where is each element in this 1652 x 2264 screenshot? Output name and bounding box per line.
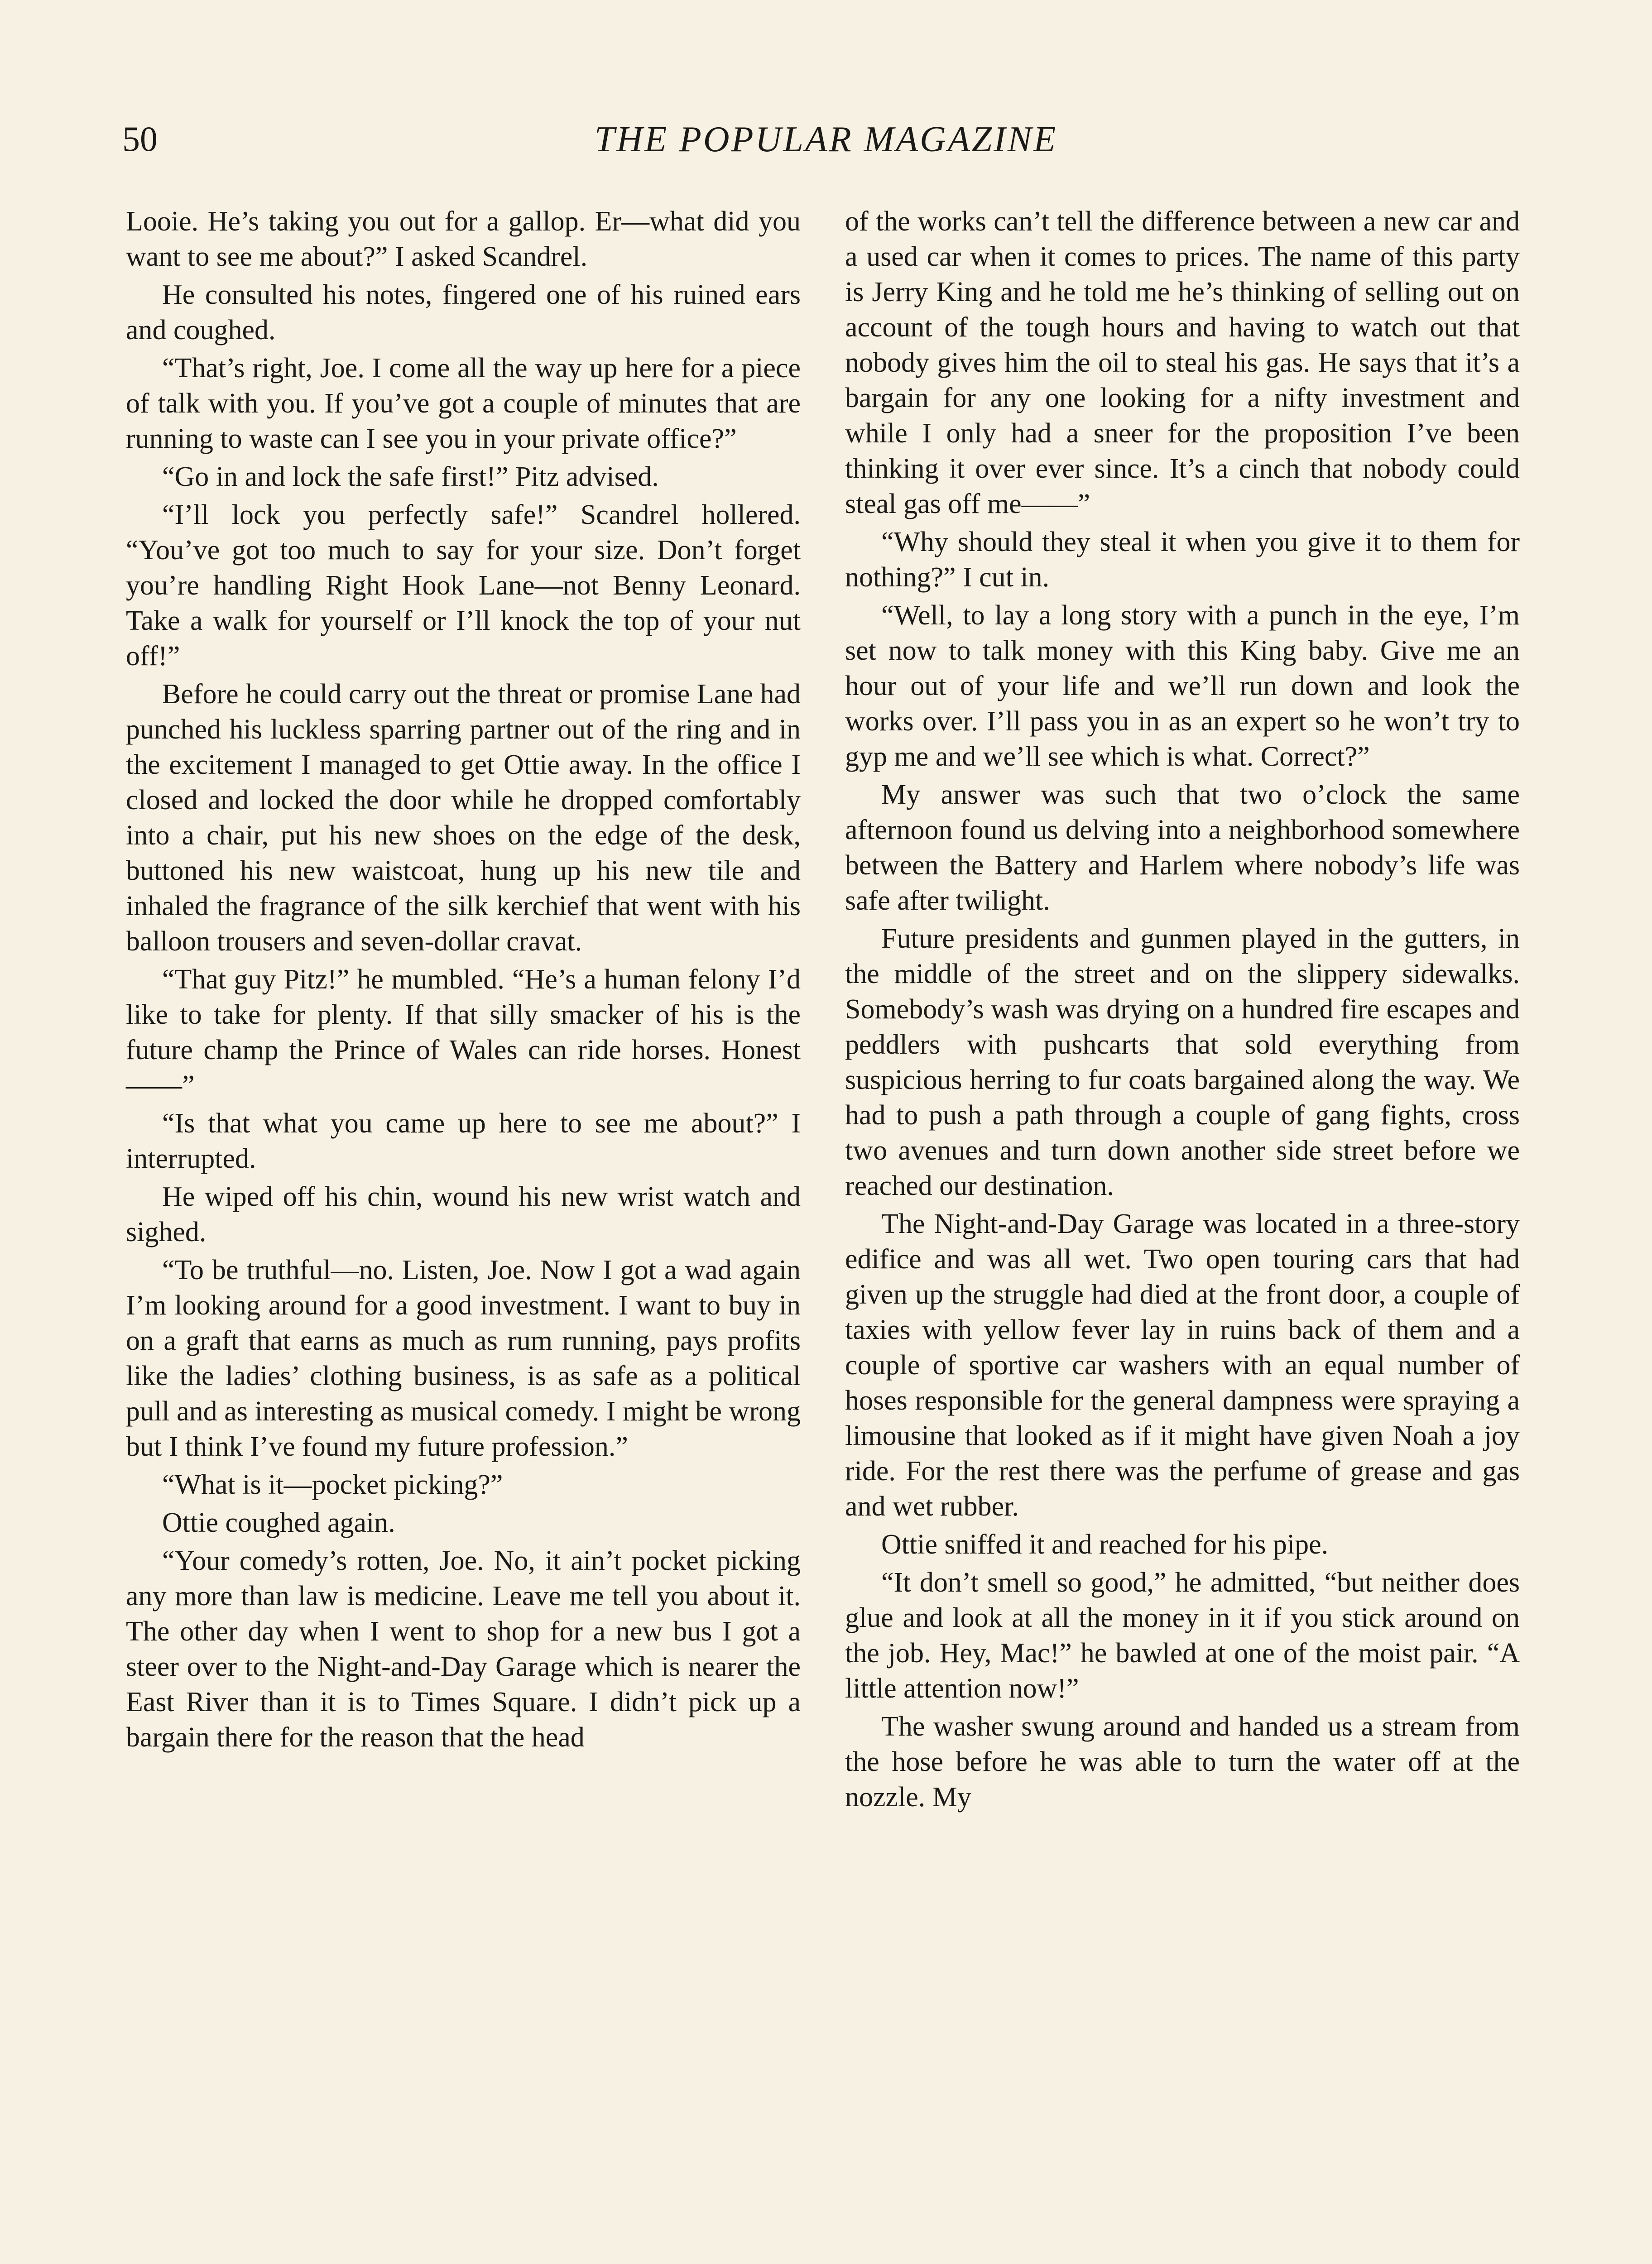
paragraph: Looie. He’s taking you out for a gallop. Er—what did you want to see me about?” I asked Scandrel.	[126, 206, 801, 272]
paragraph: of the works can’t tell the difference between a new car and a used car when it comes to prices. The name of this party is Jerry King and he told me he’s thinking of selling out on account of the tough hours and having to watch out that nobody gives him the oil to steal his gas. He says that it’s a bargain for any one looking for a nifty investment and while I only had a sneer for the proposition I’ve been thinking it over ever since. It’s a cinch that nobody could steal gas off me——”	[845, 206, 1520, 519]
paragraph: “That’s right, Joe. I come all the way up here for a piece of talk with you. If you’ve got a couple of minutes that are running to waste can I see you in your private office?”	[126, 353, 801, 454]
paragraph: He wiped off his chin, wound his new wrist watch and sighed.	[126, 1181, 801, 1247]
running-head: THE POPULAR MAGAZINE	[594, 120, 1058, 159]
paragraph: “Why should they steal it when you give it to them for nothing?” I cut in.	[845, 527, 1520, 593]
paragraph: The washer swung around and handed us a stream from the hose before he was able to turn the water off at the nozzle. My	[845, 1711, 1520, 1813]
paragraph: The Night-and-Day Garage was located in a three-story edifice and was all wet. Two open touring cars that had given up the struggle had died at the front door, a couple of taxies with yellow fever lay in ruins back of them and a couple of sportive car washers with an equal number of hoses responsible for the general dampness were spraying a limousine that looked as if it might have given Noah a joy ride. For the rest there was the perfume of grease and gas and wet rubber.	[845, 1209, 1520, 1522]
paragraph: “To be truthful—no. Listen, Joe. Now I got a wad again I’m looking around for a good investment. I want to buy in on a graft that earns as much as rum running, pays profits like the ladies’ clothing business, is as safe as a political pull and as interesting as musical comedy. I might be wrong but I think I’ve found my future profession.”	[126, 1255, 801, 1462]
paragraph: Before he could carry out the threat or promise Lane had punched his luckless sparring partner out of the ring and in the excitement I managed to get Ottie away. In the office I closed and locked the door while he dropped comfortably into a chair, put his new shoes on the edge of the desk, buttoned his new waistcoat, hung up his new tile and inhaled the fragrance of the silk kerchief that went with his balloon trousers and seven-dollar cravat.	[126, 679, 801, 957]
paragraph: “Is that what you came up here to see me about?” I interrupted.	[126, 1108, 801, 1174]
page-number: 50	[122, 119, 158, 158]
paragraph: “It don’t smell so good,” he admitted, “but neither does glue and look at all the money in it if you stick around on the job. Hey, Mac!” he bawled at one of the moist pair. “A little attention now!”	[845, 1567, 1520, 1704]
paragraph: Ottie coughed again.	[162, 1507, 395, 1538]
paragraph: “What is it—pocket picking?”	[162, 1469, 503, 1500]
paragraph: “I’ll lock you perfectly safe!” Scandrel hollered. “You’ve got too much to say for your size. Don’t forget you’re handling Right Hook Lane—not Benny Leonard. Take a walk for yourself or I’ll knock the top of your nut off!”	[126, 499, 801, 672]
right-column	[845, 204, 1520, 1818]
paragraph: “Your comedy’s rotten, Joe. No, it ain’t pocket picking any more than law is medicine. Leave me tell you about it. The other day when I went to shop for a new bus I got a steer over to the Night-and-Day Garage which is nearer the East River than it is to Times Square. I didn’t pick up a bargain there for the reason that the head	[126, 1545, 801, 1753]
paragraph: Future presidents and gunmen played in the gutters, in the middle of the street and on the slippery sidewalks. Somebody’s wash was drying on a hundred fire escapes and peddlers with pushcarts that sold everything from suspicious herring to fur coats bargained along the way. We had to push a path through a couple of gang fights, cross two avenues and turn down another side street before we reached our destination.	[845, 923, 1520, 1201]
paragraph: “Go in and lock the safe first!” Pitz advised.	[162, 461, 659, 492]
paragraph: Ottie sniffed it and reached for his pipe.	[881, 1529, 1329, 1560]
left-column	[126, 204, 801, 1758]
paragraph: “That guy Pitz!” he mumbled. “He’s a human felony I’d like to take for plenty. If that silly smacker of his is the future champ the Prince of Wales can ride horses. Honest——”	[126, 964, 801, 1101]
paragraph: My answer was such that two o’clock the same afternoon found us delving into a neighborhood somewhere between the Battery and Harlem where nobody’s life was safe after twilight.	[845, 779, 1520, 916]
paragraph: He consulted his notes, fingered one of his ruined ears and coughed.	[126, 279, 801, 345]
paragraph: “Well, to lay a long story with a punch in the eye, I’m set now to talk money with this King baby. Give me an hour out of your life and we’ll run down and look the works over. I’ll pass you in as an expert so he won’t try to gyp me and we’ll see which is what. Correct?”	[845, 600, 1520, 772]
